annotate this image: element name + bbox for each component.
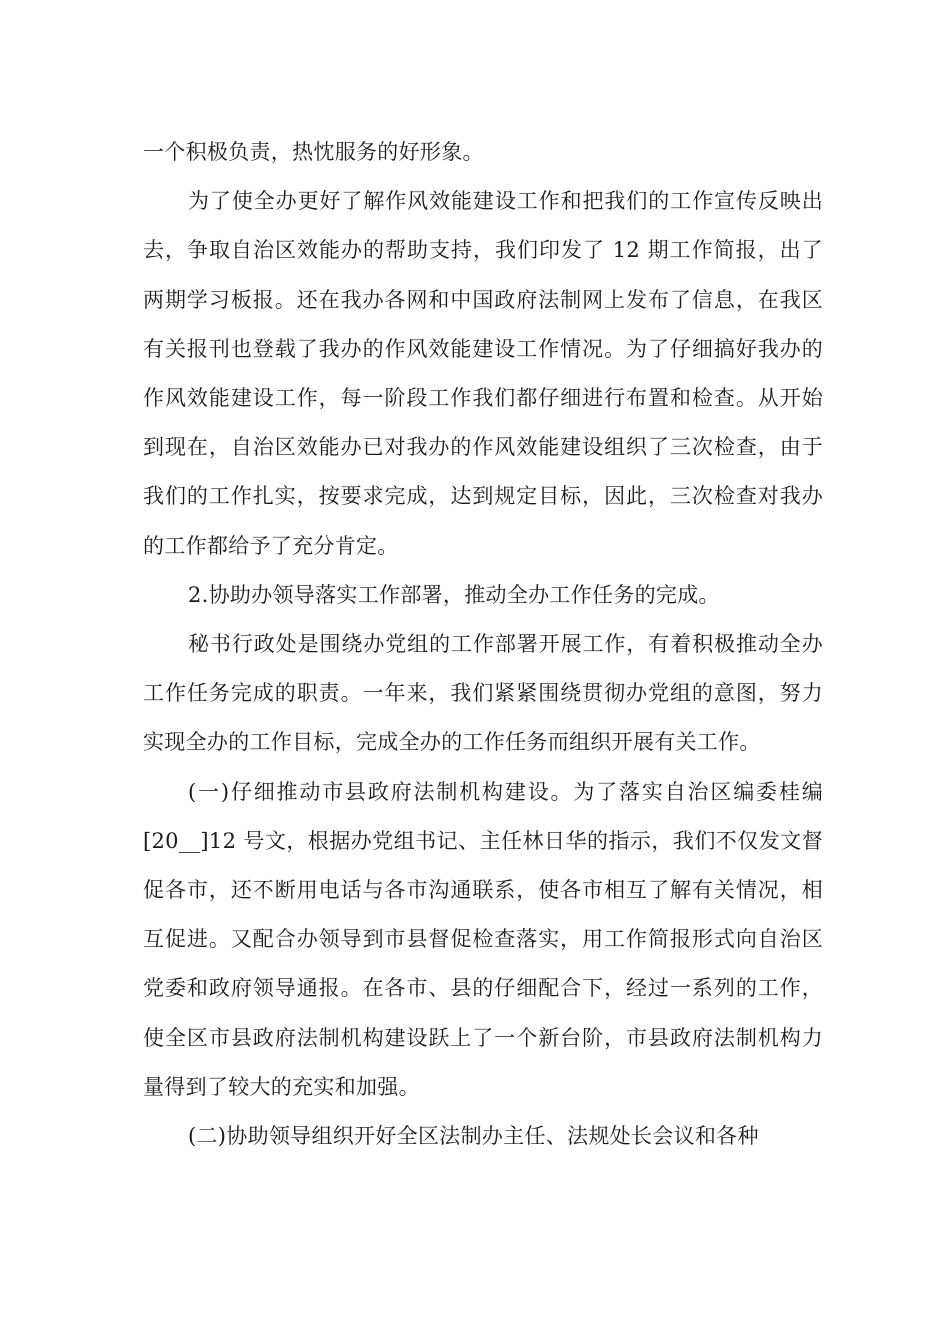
section-heading: 2.协助办领导落实工作部署，推动全办工作任务的完成。 xyxy=(188,582,720,607)
document-body xyxy=(143,128,823,1161)
paragraph: 一个积极负责，热忱服务的好形象。 xyxy=(143,140,484,164)
paragraph: (一)仔细推动市县政府法制机构建设。为了落实自治区编委桂编[20__]12 号文，根据办党组书记、主任林日华的指示，我们不仅发文督促各市，还不断用电话与各市沟通联系，使各市相互了解有关情况，相互促进。又配合办领导到市县督促检查落实，用工作简报形式向自治区党委和政府领导通报。在各市、县的仔细配合下，经过一系列的工作，使全区市县政府法制机构建设跃上了一个新台阶，市县政府法制机构力量得到了较大的充实和加强。 xyxy=(143,779,823,1099)
paragraph: 为了使全办更好了解作风效能建设工作和把我们的工作宣传反映出去，争取自治区效能办的帮助支持，我们印发了 12 期工作简报，出了两期学习板报。还在我办各网和中国政府法制网上发布了信息，在我区有关报刊也登载了我办的作风效能建设工作情况。为了仔细搞好我办的作风效能建设工作，每一阶段工作我们都仔细进行布置和检查。从开始到现在，自治区效能办已对我办的作风效能建设组织了三次检查，由于我们的工作扎实，按要求完成，达到规定目标，因此，三次检查对我办的工作都给予了充分肯定。 xyxy=(143,189,823,558)
paragraph: 秘书行政处是围绕办党组的工作部署开展工作，有着积极推动全办工作任务完成的职责。一年来，我们紧紧围绕贯彻办党组的意图，努力实现全办的工作目标，完成全办的工作任务而组织开展有关工作。 xyxy=(143,632,823,755)
paragraph: (二)协助领导组织开好全区法制办主任、法规处长会议和各种 xyxy=(188,1124,759,1149)
